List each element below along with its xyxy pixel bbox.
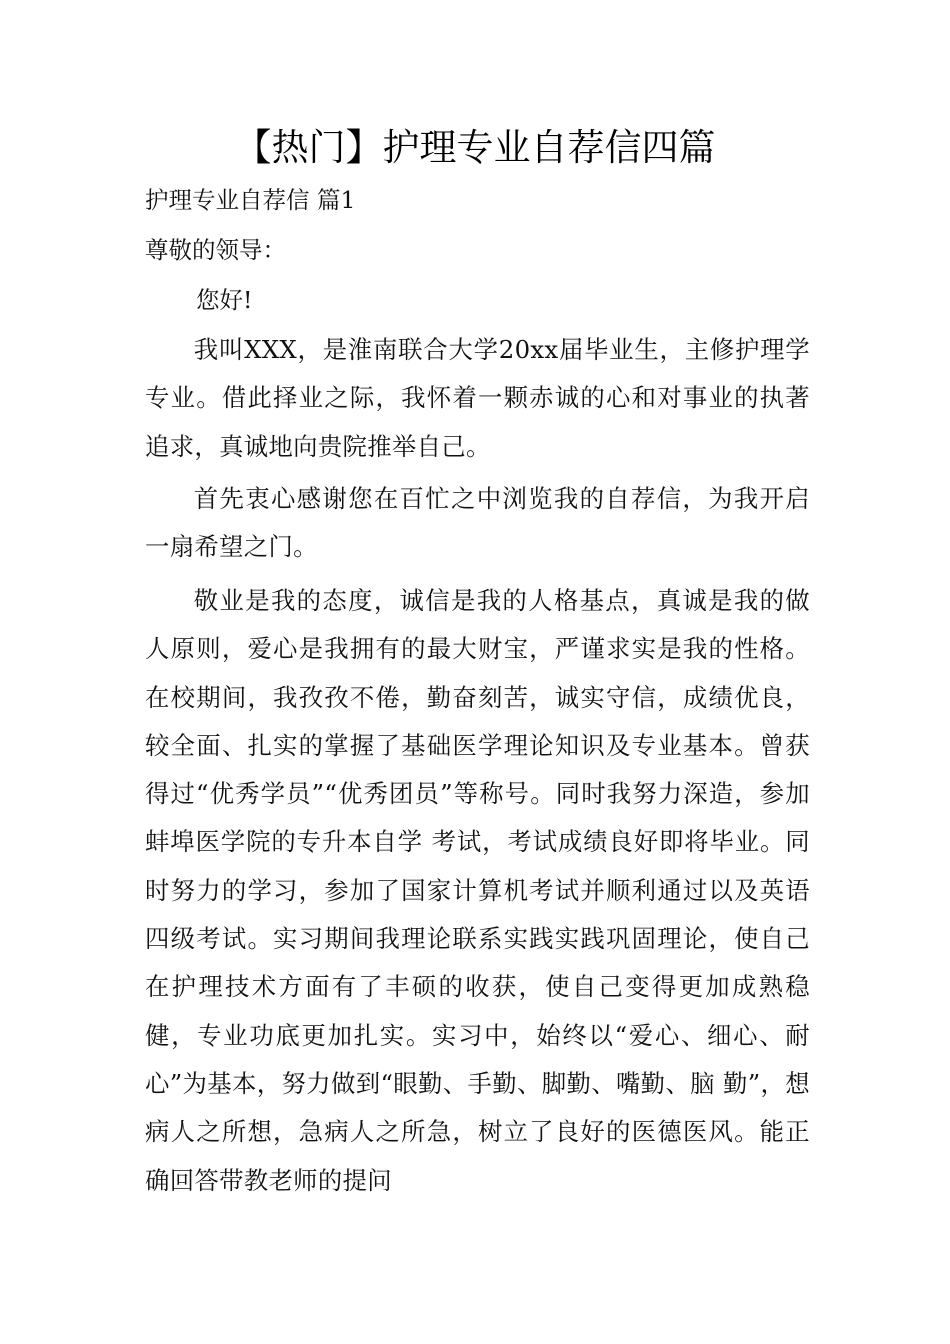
paragraph-introduction: 我叫XXX，是淮南联合大学20xx届毕业生，主修护理学专业。借此择业之际，我怀着一颗赤诚的心和对事业的执著追求，真诚地向贵院推举自己。 xyxy=(145,335,810,461)
paragraph-thanks: 首先衷心感谢您在百忙之中浏览我的自荐信，为我开启一扇希望之门。 xyxy=(145,484,810,562)
page-title: 【热门】护理专业自荐信四篇 xyxy=(234,126,716,169)
greeting: 您好! xyxy=(196,286,253,314)
section-heading: 护理专业自荐信 篇1 xyxy=(145,186,356,214)
salutation: 尊敬的领导： xyxy=(145,236,286,264)
paragraph-qualifications: 敬业是我的态度，诚信是我的人格基点，真诚是我的做人原则，爱心是我拥有的最大财宝，严谨求实是我的性格。在校期间，我孜孜不倦，勤奋刻苦，诚实守信，成绩优良，较全面、扎实的掌握了基础医学理论知识及专业基本。曾获得过“优秀学员”“优秀团员”等称号。同时我努力深造，参加蚌埠医学院的专升本自学 考试，考试成绩良好即将毕业。同时努力的学习，参加了国家计算机考试并顺利通过以及英语四级考试。实习期间我理论联系实践实践巩固理论，使自己在护理技术方面有了丰硕的收获，使自己变得更加成熟稳健，专业功底更加扎实。实习中，始终以“爱心、细心、耐心”为基本，努力做到“眼勤、手勤、脚勤、嘴勤、脑 勤”，想病人之所想，急病人之所急，树立了良好的医德医风。能正确回答带教老师的提问 xyxy=(145,586,810,1195)
